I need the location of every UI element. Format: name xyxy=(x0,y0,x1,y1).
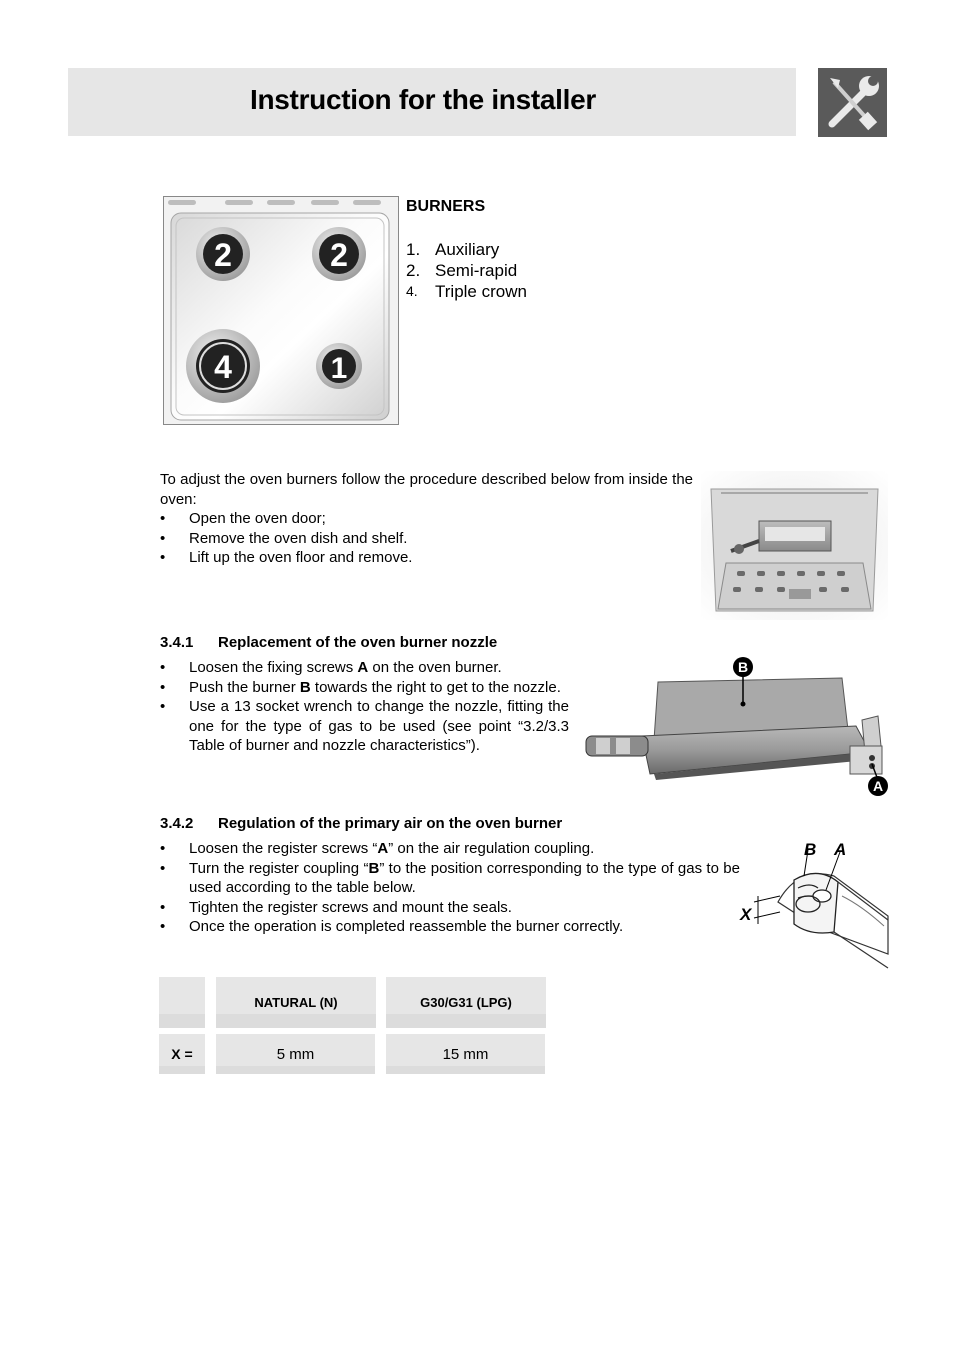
section-title: Replacement of the oven burner nozzle xyxy=(218,634,498,651)
table-header-cell: G30/G31 (LPG) xyxy=(386,977,546,1028)
page-title: Instruction for the installer xyxy=(250,84,597,115)
section-number: 3.4.1 xyxy=(160,634,194,651)
table-header-cell: NATURAL (N) xyxy=(216,977,376,1028)
table-header-cell xyxy=(159,977,205,1028)
list-item: • Loosen the fixing screws A on the oven burner. xyxy=(160,658,569,678)
table-row-label: X = xyxy=(159,1034,205,1074)
list-item: • Tighten the register screws and mount the seals. xyxy=(160,898,740,918)
list-item: 2. Semi-rapid xyxy=(406,261,518,280)
table-cell: 5 mm xyxy=(216,1034,375,1074)
list-item: • Lift up the oven floor and remove. xyxy=(160,548,693,568)
burner-number: 4 xyxy=(214,349,232,385)
list-item: • Open the oven door; xyxy=(160,509,693,529)
label-a: A xyxy=(834,840,847,859)
intro-paragraph: To adjust the oven burners follow the procedure described below from inside the oven: xyxy=(160,471,693,508)
list-item: • Once the operation is completed reassemble the burner correctly. xyxy=(160,917,740,937)
section-number: 3.4.2 xyxy=(160,815,194,832)
burners-title: BURNERS xyxy=(406,198,486,215)
section-heading-342 xyxy=(160,815,562,832)
burner-number: 2 xyxy=(330,237,348,273)
nozzle-steps xyxy=(160,658,569,756)
list-item: • Push the burner B towards the right to get to the nozzle. xyxy=(160,678,569,698)
section-title: Regulation of the primary air on the oven burner xyxy=(218,815,563,832)
label-x: X xyxy=(740,905,752,924)
oven-interior-photo xyxy=(701,471,888,620)
oven-burner-diagram xyxy=(580,656,890,798)
air-coupling-diagram xyxy=(738,836,890,976)
list-item: 1. Auxiliary xyxy=(406,240,500,259)
list-item: • Turn the register coupling “B” to the position corresponding to the type of gas to be used according to the table below. xyxy=(160,859,740,898)
intro-section xyxy=(160,470,693,568)
cooktop-diagram xyxy=(163,196,399,425)
list-item: 4. Triple crown xyxy=(406,282,527,301)
list-item: • Remove the oven dish and shelf. xyxy=(160,529,693,549)
label-b: B xyxy=(804,840,817,859)
tools-icon xyxy=(818,68,887,137)
list-item: • Loosen the register screws “A” on the air regulation coupling. xyxy=(160,839,740,859)
table-cell: 15 mm xyxy=(386,1034,545,1074)
callout-label-b: B xyxy=(737,659,749,675)
burner-number: 1 xyxy=(330,352,348,385)
air-regulation-steps xyxy=(160,839,740,937)
intro-steps xyxy=(160,509,693,568)
section-heading-341 xyxy=(160,634,497,651)
burner-number: 2 xyxy=(214,237,232,273)
list-item: • Use a 13 socket wrench to change the nozzle, fitting the one for the type of gas to be used (see point “3.2/3.3 Table of burner and nozzle characteristics”). xyxy=(160,697,569,756)
burner-list xyxy=(406,239,527,302)
callout-label-a: A xyxy=(872,778,884,794)
